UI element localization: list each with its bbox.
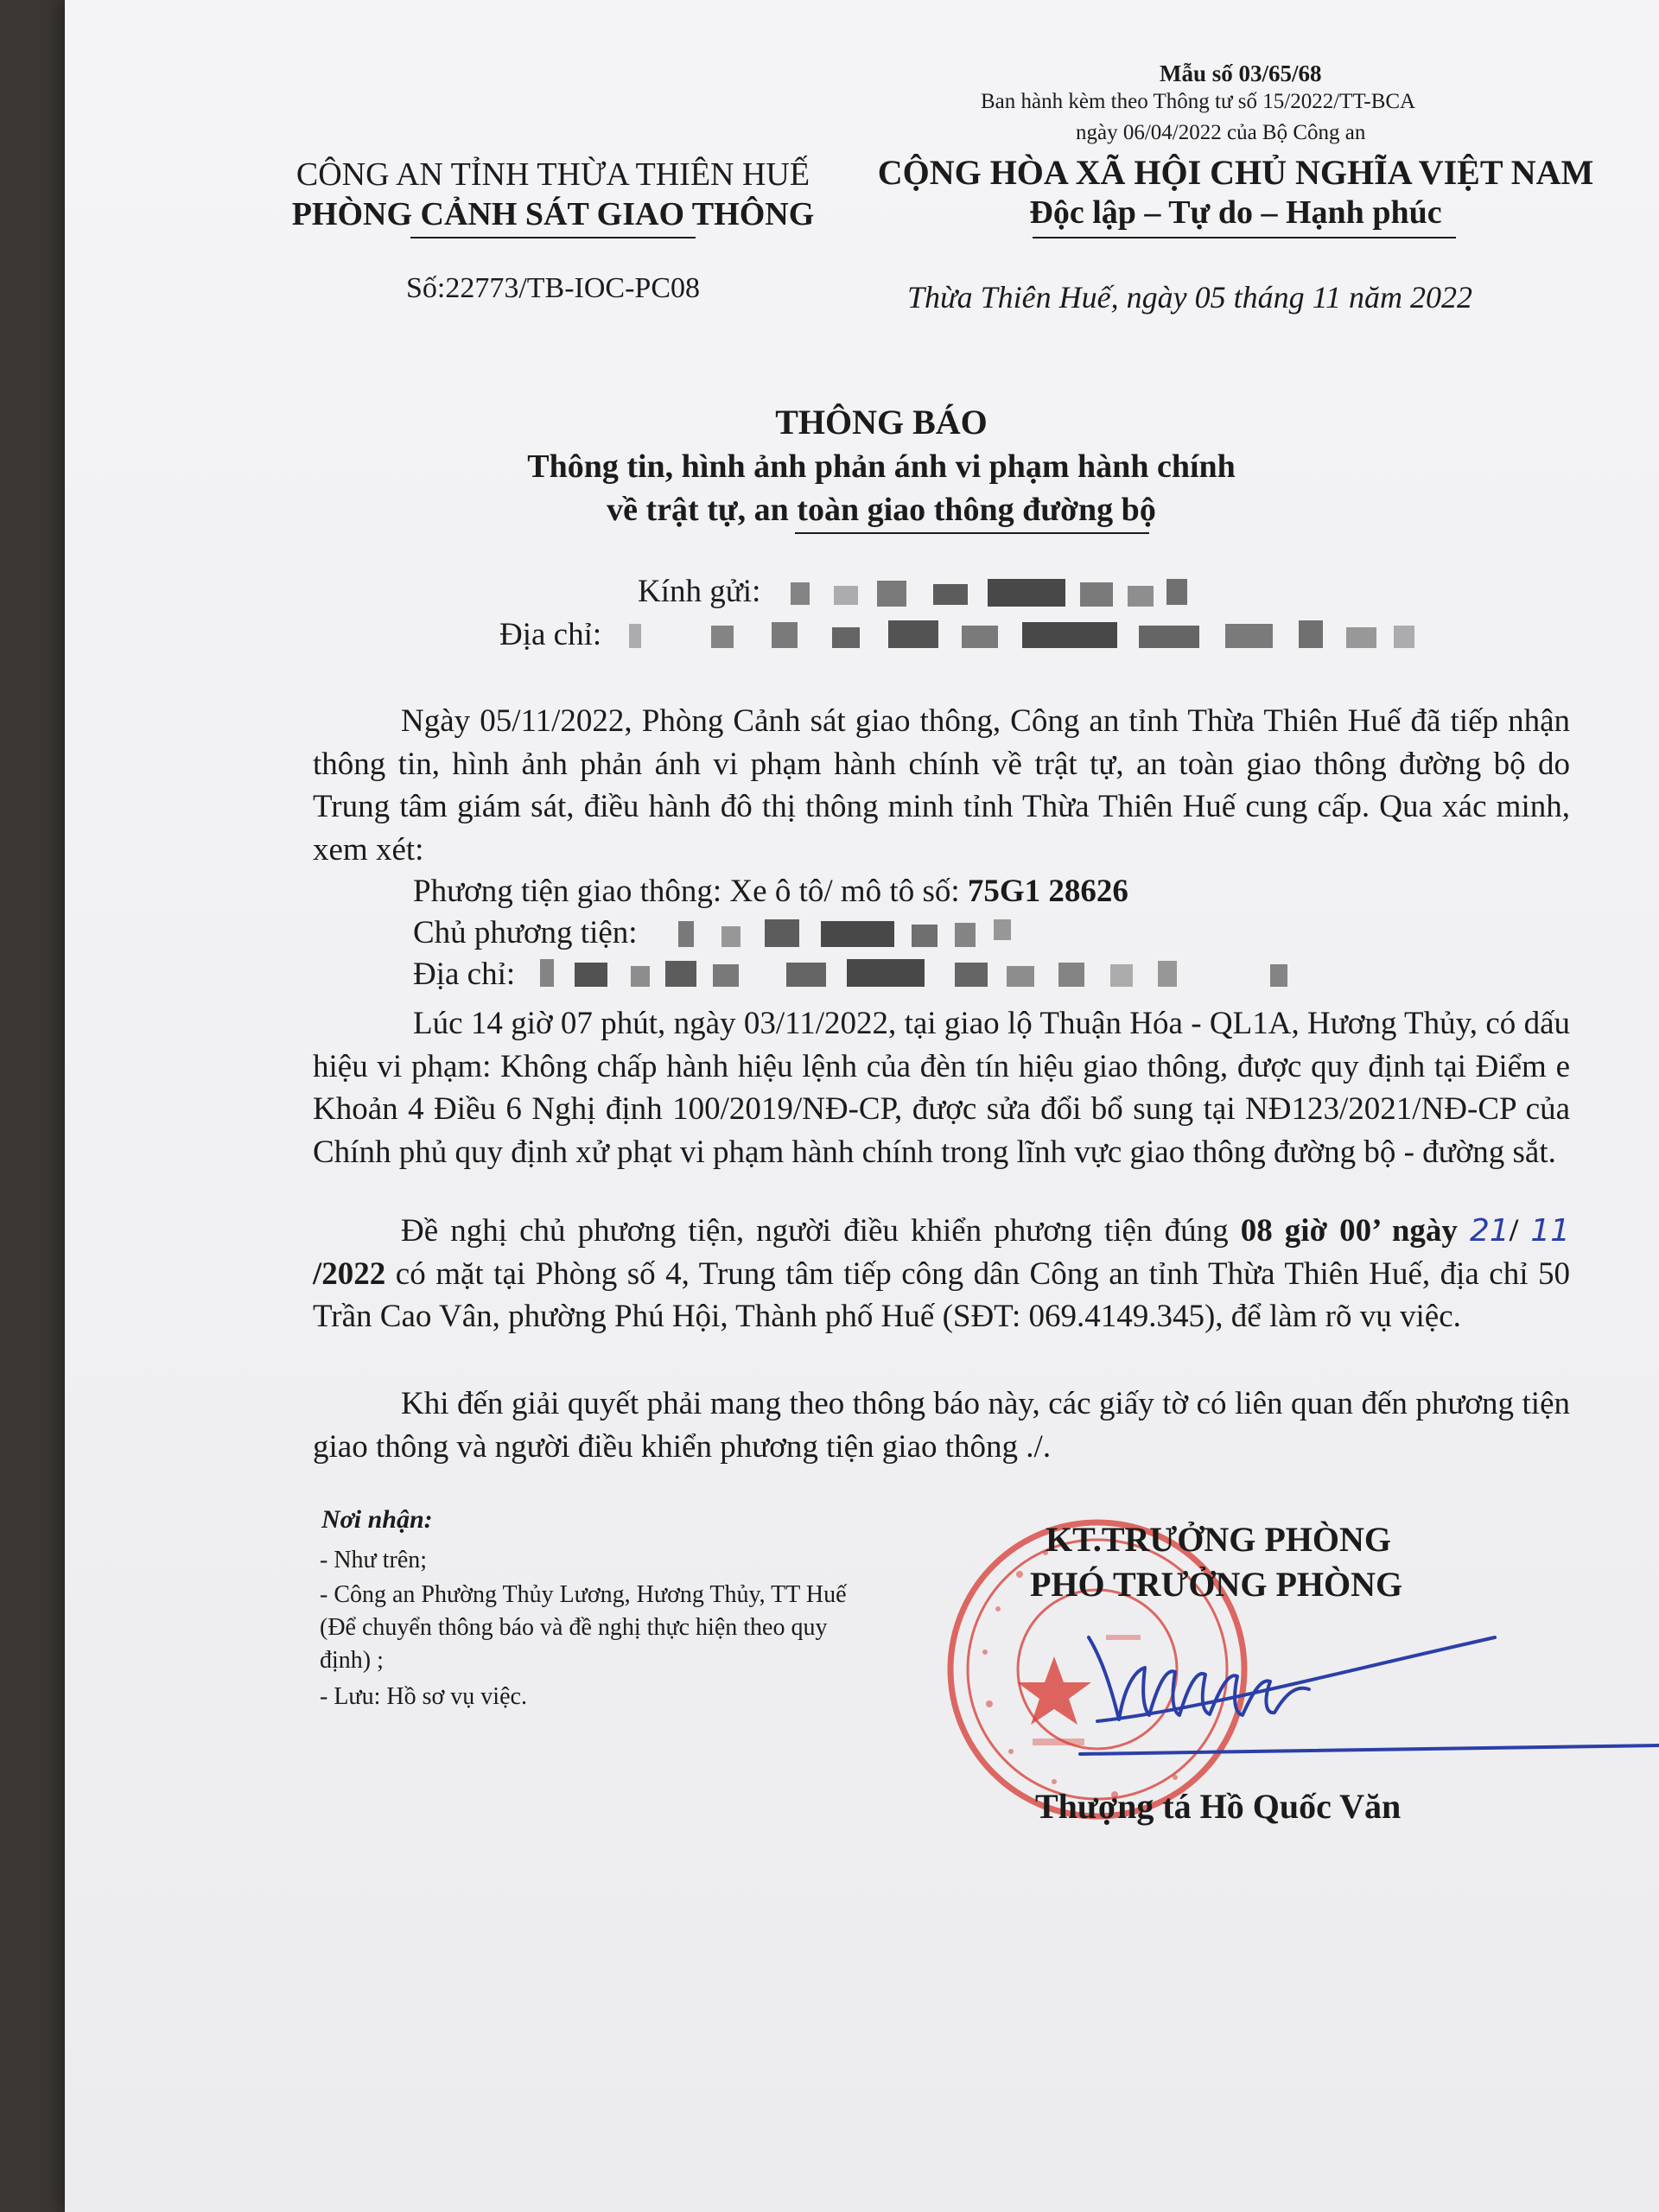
signature-title-line1: KT.TRƯỞNG PHÒNG (1046, 1520, 1391, 1559)
signature-title-line2: PHÓ TRƯỞNG PHÒNG (1030, 1565, 1403, 1604)
owner-address-label: Địa chỉ: (413, 957, 516, 992)
para3-rest: có mặt tại Phòng số 4, Trung tâm tiếp công dân Công an tỉnh Thừa Thiên Huế, địa chỉ 50 Trần Cao Vân, phường Phú Hội, Thành phố Huế (SĐT: 069.4149.345), để làm rõ vụ việc. (313, 1255, 1570, 1334)
form-basis-date: ngày 06/04/2022 của Bộ Công an (1076, 121, 1366, 144)
national-motto: Độc lập – Tự do – Hạnh phúc (1029, 194, 1442, 231)
vehicle-line (413, 873, 1128, 910)
body-paragraph-1: Ngày 05/11/2022, Phòng Cảnh sát giao thông, Công an tỉnh Thừa Thiên Huế đã tiếp nhận thông tin, hình ảnh phản ánh vi phạm hành chính về trật tự, an toàn giao thông đường bộ do Trung tâm giám sát, điều hành đô thị thông minh tỉnh Thừa Thiên Huế cung cấp. Qua xác minh, xem xét: (313, 703, 1570, 868)
vehicle-plate: 75G1 28626 (967, 874, 1128, 909)
recipient-item-2: - Công an Phường Thủy Lương, Hương Thủy, TT Huế (Để chuyển thông báo và đề nghị thực hiện theo quy định) ; (320, 1581, 847, 1674)
vehicle-label: Phương tiện giao thông: Xe ô tô/ mô tô số: (413, 874, 960, 909)
body-paragraph-4: Khi đến giải quyết phải mang theo thông báo này, các giấy tờ có liên quan đến phương tiện giao thông và người điều khiển phương tiện giao thông ./. (313, 1386, 1570, 1465)
republic-name: CỘNG HÒA XÃ HỘI CHỦ NGHĨA VIỆT NAM (877, 153, 1594, 192)
recipients-title: Nơi nhận: (321, 1505, 433, 1534)
appointment-time: 08 giờ 00’ ngày (1240, 1213, 1458, 1249)
place-and-date: Thừa Thiên Huế, ngày 05 tháng 11 năm 2022 (907, 280, 1472, 315)
recipient-item-1: - Như trên; (320, 1547, 428, 1573)
form-number: Mẫu số 03/65/68 (1160, 60, 1322, 86)
handwritten-month: 11 (1530, 1213, 1571, 1249)
appointment-year: /2022 (313, 1255, 386, 1292)
department-underline (410, 237, 696, 238)
document-title: THÔNG BÁO (775, 403, 988, 442)
handwritten-day: 21 (1470, 1213, 1510, 1249)
document-number: Số:22773/TB-IOC-PC08 (405, 272, 701, 304)
agency-name: CÔNG AN TỈNH THỪA THIÊN HUẾ (296, 156, 810, 193)
subtitle-underline (795, 532, 1149, 534)
body-paragraph-3 (313, 1210, 1570, 1338)
signer-name: Thượng tá Hồ Quốc Văn (1035, 1787, 1402, 1826)
recipient-label: Kính gửi: (638, 574, 761, 609)
form-basis: Ban hành kèm theo Thông tư số 15/2022/TT-BCA (981, 90, 1416, 113)
document-subtitle-2: về trật tự, an toàn giao thông đường bộ (607, 492, 1156, 528)
owner-label: Chủ phương tiện: (413, 915, 638, 950)
handwritten-signature (1063, 1624, 1659, 1763)
motto-underline (1033, 237, 1456, 238)
date-separator: / (1509, 1213, 1519, 1249)
body-paragraph-2: Lúc 14 giờ 07 phút, ngày 03/11/2022, tại giao lộ Thuận Hóa - QL1A, Hương Thủy, có dấu hiệu vi phạm: Không chấp hành hiệu lệnh của đèn tín hiệu giao thông, được quy định tại Điểm e Khoản 4 Điều 6 Nghị định 100/2019/NĐ-CP, được sửa đổi bổ sung tại NĐ123/2021/NĐ-CP của Chính phủ quy định xử phạt vi phạm hành chính trong lĩnh vực giao thông đường bộ - đường sắt. (313, 1006, 1570, 1170)
department-name: PHÒNG CẢNH SÁT GIAO THÔNG (291, 196, 815, 232)
recipient-address-label: Địa chỉ: (499, 617, 602, 652)
document-subtitle-1: Thông tin, hình ảnh phản ánh vi phạm hành chính (527, 448, 1236, 485)
recipient-item-3: - Lưu: Hồ sơ vụ việc. (320, 1683, 527, 1710)
para3-lead: Đề nghị chủ phương tiện, người điều khiển phương tiện đúng (401, 1213, 1229, 1249)
